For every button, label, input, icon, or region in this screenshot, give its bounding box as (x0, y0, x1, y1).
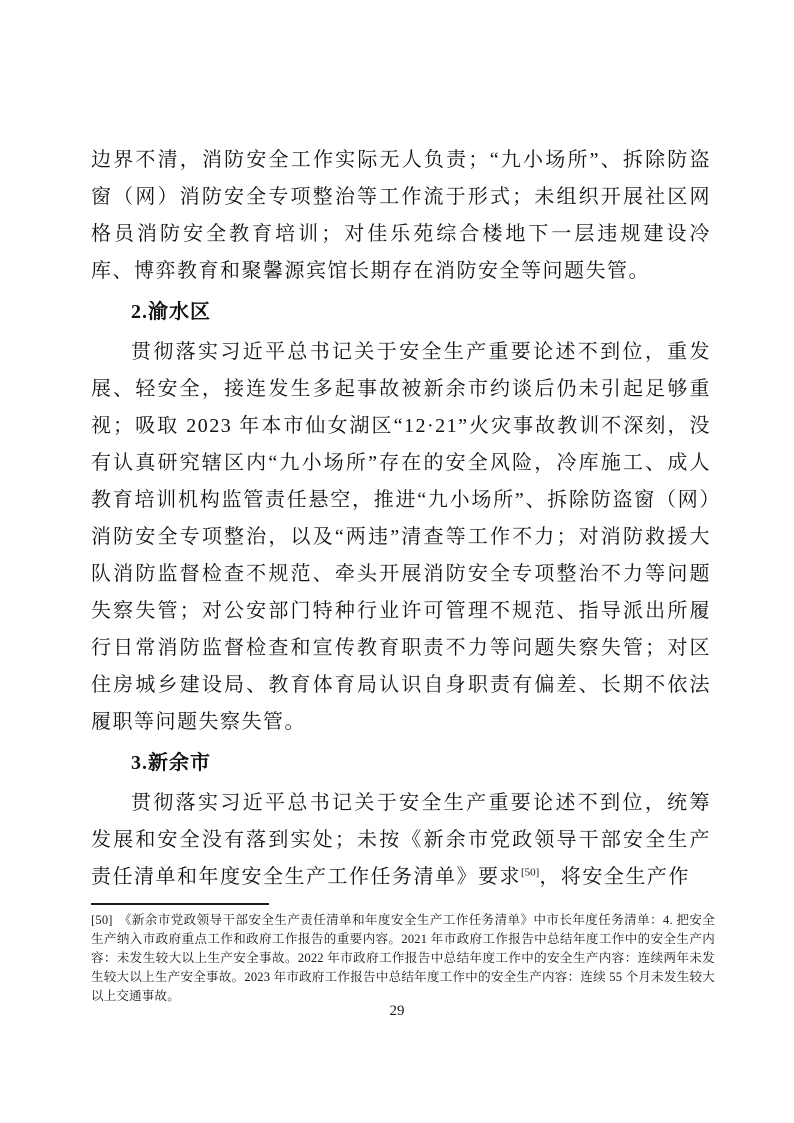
section-heading-yushui-district: 2.渝水区 (131, 301, 211, 323)
page-number: 29 (389, 1003, 405, 1019)
footnote-50-text: 《新余市党政领导干部安全生产责任清单和年度安全生产工作任务清单》中市长年度任务清单：4. 把安全生产纳入市政府重点工作和政府工作报告的重要内容。2021 年市政府工作报告中总结年度工作中的安全生产内容：未发生较大以上生产安全事故。2022 年市政府工作报告中总结年度工作中的安全生产内容：连续两年未发生较大以上生产安全事故。2023 年市政府工作报告中总结年度工作中的安全生产内容：连续 55 个月未发生较大以上交通事故。 (91, 913, 715, 1003)
paragraph-yushui-district-body: 贯彻落实习近平总书记关于安全生产重要论述不到位，重发展、轻安全，接连发生多起事故被新余市约谈后仍未引起足够重视；吸取 2023 年本市仙女湖区“12·21”火灾事故教训不深刻，没有认真研究辖区内“九小场所”存在的安全风险，冷库施工、成人教育培训机构监管责任悬空，推进“九小场所”、拆除防盗窗（网）消防安全专项整治，以及“两违”清查等工作不力；对消防救援大队消防监督检查不规范、牵头开展消防安全专项整治不力等问题失察失管；对公安部门特种行业许可管理不规范、指导派出所履行日常消防监督检查和宣传教育职责不力等问题失察失管；对区住房城乡建设局、教育体育局认识自身职责有偏差、长期不依法履职等问题失察失管。 (91, 341, 711, 733)
section-heading-xinyu-city: 3.新余市 (131, 752, 211, 774)
footnote-separator-rule (91, 903, 269, 905)
xinyu-body-text-before-ref: 贯彻落实习近平总书记关于安全生产重要论述不到位，统筹发展和安全没有落到实处；未按《新余市党政领导干部安全生产责任清单和年度安全生产工作任务清单》要求 (91, 792, 711, 888)
footnote-reference-marker: [50] (521, 866, 540, 879)
footnote-50-marker: [50] (91, 913, 113, 927)
xinyu-body-text-after-ref: ，将安全生产作 (539, 866, 690, 888)
paragraph-continuation: 边界不清，消防安全工作实际无人负责；“九小场所”、拆除防盗窗（网）消防安全专项整治等工作流于形式；未组织开展社区网格员消防安全教育培训；对佳乐苑综合楼地下一层违规建设冷库、博弈教育和聚馨源宾馆长期存在消防安全等问题失管。 (91, 149, 711, 282)
footnote-50 (91, 911, 715, 1006)
paragraph-xinyu-city-body (91, 785, 711, 896)
page-body (91, 142, 711, 896)
